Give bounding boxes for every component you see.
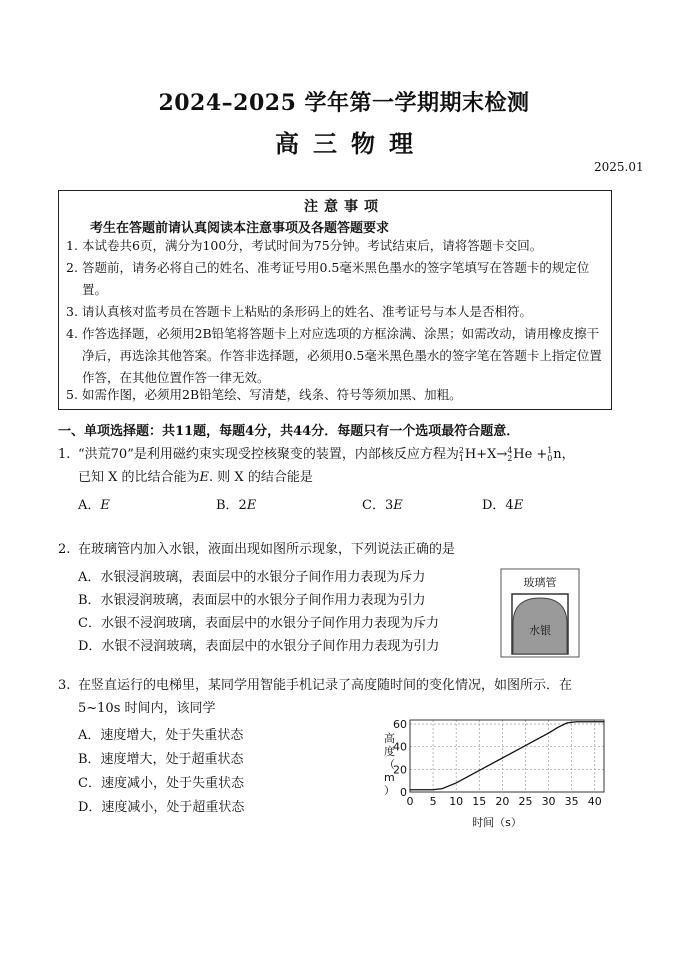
q1-text-b: 已知 X 的比结合能为 xyxy=(78,470,200,485)
x-tick-label: 30 xyxy=(541,795,556,808)
question-3-stem: 在竖直运行的电梯里，某同学用智能手机记录了高度随时间的变化情况，如图所示．在 xyxy=(78,678,573,693)
notice-item-text: 如需作图，必须用2B铅笔绘、写清楚，线条、符号等须加黑、加粗。 xyxy=(82,387,462,402)
x-tick-label: 40 xyxy=(587,795,602,808)
question-1-num: 1. xyxy=(58,447,71,462)
nuclide-n: 1 0 xyxy=(547,445,553,463)
q3-option-b: B．速度增大，处于超重状态 xyxy=(78,752,244,767)
exam-date: 2025.01 xyxy=(594,160,644,174)
q2-option-c: C．水银不浸润玻璃，表面层中的水银分子间作用力表现为斥力 xyxy=(78,616,439,631)
question-1-stem xyxy=(78,443,618,467)
notice-item-text: 请认真核对监考员在答题卡上粘贴的条形码上的姓名、准考证号与本人是否相符。 xyxy=(82,304,533,319)
glass-tube-figure xyxy=(500,568,580,658)
y-tick-label: 60 xyxy=(393,718,407,731)
y-tick-label: 0 xyxy=(400,786,407,799)
q1-var-e: E xyxy=(199,470,210,485)
eq-n: n， xyxy=(553,447,575,462)
notice-item-num: 1. xyxy=(66,238,78,253)
height-time-chart xyxy=(370,712,620,840)
x-tick-label: 0 xyxy=(406,795,414,808)
y-tick-label: 20 xyxy=(393,763,407,777)
x-tick-label: 5 xyxy=(429,795,437,808)
exam-title: 2024–2025 学年第一学期期末检测 xyxy=(158,90,530,116)
eq-h: H+X xyxy=(464,447,497,462)
question-2-num: 2. xyxy=(58,542,71,557)
tube-label: 玻璃管 xyxy=(523,576,557,589)
notice-item-num: 3. xyxy=(66,304,78,319)
x-axis-label: 时间（s） xyxy=(472,816,522,829)
section-heading: 一、单项选择题：共11题，每题4分，共44分．每题只有一个选项最符合题意． xyxy=(58,424,520,439)
x-tick-label: 10 xyxy=(449,795,464,808)
subject-title: 高三物理 xyxy=(275,129,427,158)
q1-option-a: A．E xyxy=(78,498,110,513)
nuclide-h: 2 1 xyxy=(458,445,464,463)
y-tick-label: 40 xyxy=(393,740,407,754)
q1-option-d: D．4E xyxy=(482,498,524,513)
x-tick-label: 35 xyxy=(564,795,579,808)
q2-option-b: B．水银浸润玻璃，表面层中的水银分子间作用力表现为引力 xyxy=(78,593,426,608)
notice-item-text: 答题前，请务必将自己的姓名、准考证号用0.5毫米黑色墨水的签字笔填写在答题卡的规定位置。 xyxy=(82,260,590,297)
question-3-num: 3. xyxy=(58,678,71,693)
notice-subtitle: 考生在答题前请认真阅读本注意事项及各题答题要求 xyxy=(90,221,390,236)
series-line xyxy=(410,722,604,790)
question-2-stem: 在玻璃管内加入水银，液面出现如图所示现象，下列说法正确的是 xyxy=(78,542,456,557)
chart-series xyxy=(410,722,604,790)
q3-option-c: C．速度减小，处于失重状态 xyxy=(78,776,244,791)
mercury-label: 水银 xyxy=(529,624,551,637)
notice-title: 注意事项 xyxy=(304,199,384,215)
question-3-stem-2: 5~10s 时间内，该同学 xyxy=(78,701,216,716)
x-tick-label: 20 xyxy=(495,795,510,808)
question-1-text: “洪荒70”是利用磁约束实现受控核聚变的装置，内部核反应方程为 xyxy=(78,447,459,462)
chart-ticks xyxy=(393,718,602,808)
q1-text-b-end: . 则 X 的结合能是 xyxy=(209,470,313,485)
x-tick-label: 15 xyxy=(472,795,487,808)
eq-he: He + xyxy=(513,447,548,462)
q1-option-b: B．2E xyxy=(216,498,257,513)
x-tick-label: 25 xyxy=(518,795,533,808)
notice-item-num: 2. xyxy=(66,260,78,275)
y-axis-label: 高度（ m ） xyxy=(384,732,395,797)
q3-option-d: D．速度减小，处于超重状态 xyxy=(78,800,245,815)
q2-option-a: A．水银浸润玻璃，表面层中的水银分子间作用力表现为斥力 xyxy=(78,570,426,585)
nuclide-he: 4 2 xyxy=(507,445,513,463)
q1-option-c: C．3E xyxy=(362,498,403,513)
q2-option-d: D．水银不浸润玻璃，表面层中的水银分子间作用力表现为引力 xyxy=(78,639,440,654)
question-1-stem-2 xyxy=(78,466,313,490)
eq-arrow: → xyxy=(496,447,508,462)
q3-option-a: A．速度增大，处于失重状态 xyxy=(78,728,244,743)
notice-item-num: 5. xyxy=(66,387,78,402)
notice-item-num: 4. xyxy=(66,326,78,341)
notice-item-text: 本试卷共6页，满分为100分，考试时间为75分钟。考试结束后，请将答题卡交回。 xyxy=(82,238,543,253)
notice-item-text: 作答选择题，必须用2B铅笔将答题卡上对应选项的方框涂满、涂黑；如需改动，请用橡皮擦干净后，再选涂其他答案。作答非选择题，必须用0.5毫米黑色墨水的签字笔在答题卡上指定位置作答，在其他位置作答一律无效。 xyxy=(82,326,602,385)
